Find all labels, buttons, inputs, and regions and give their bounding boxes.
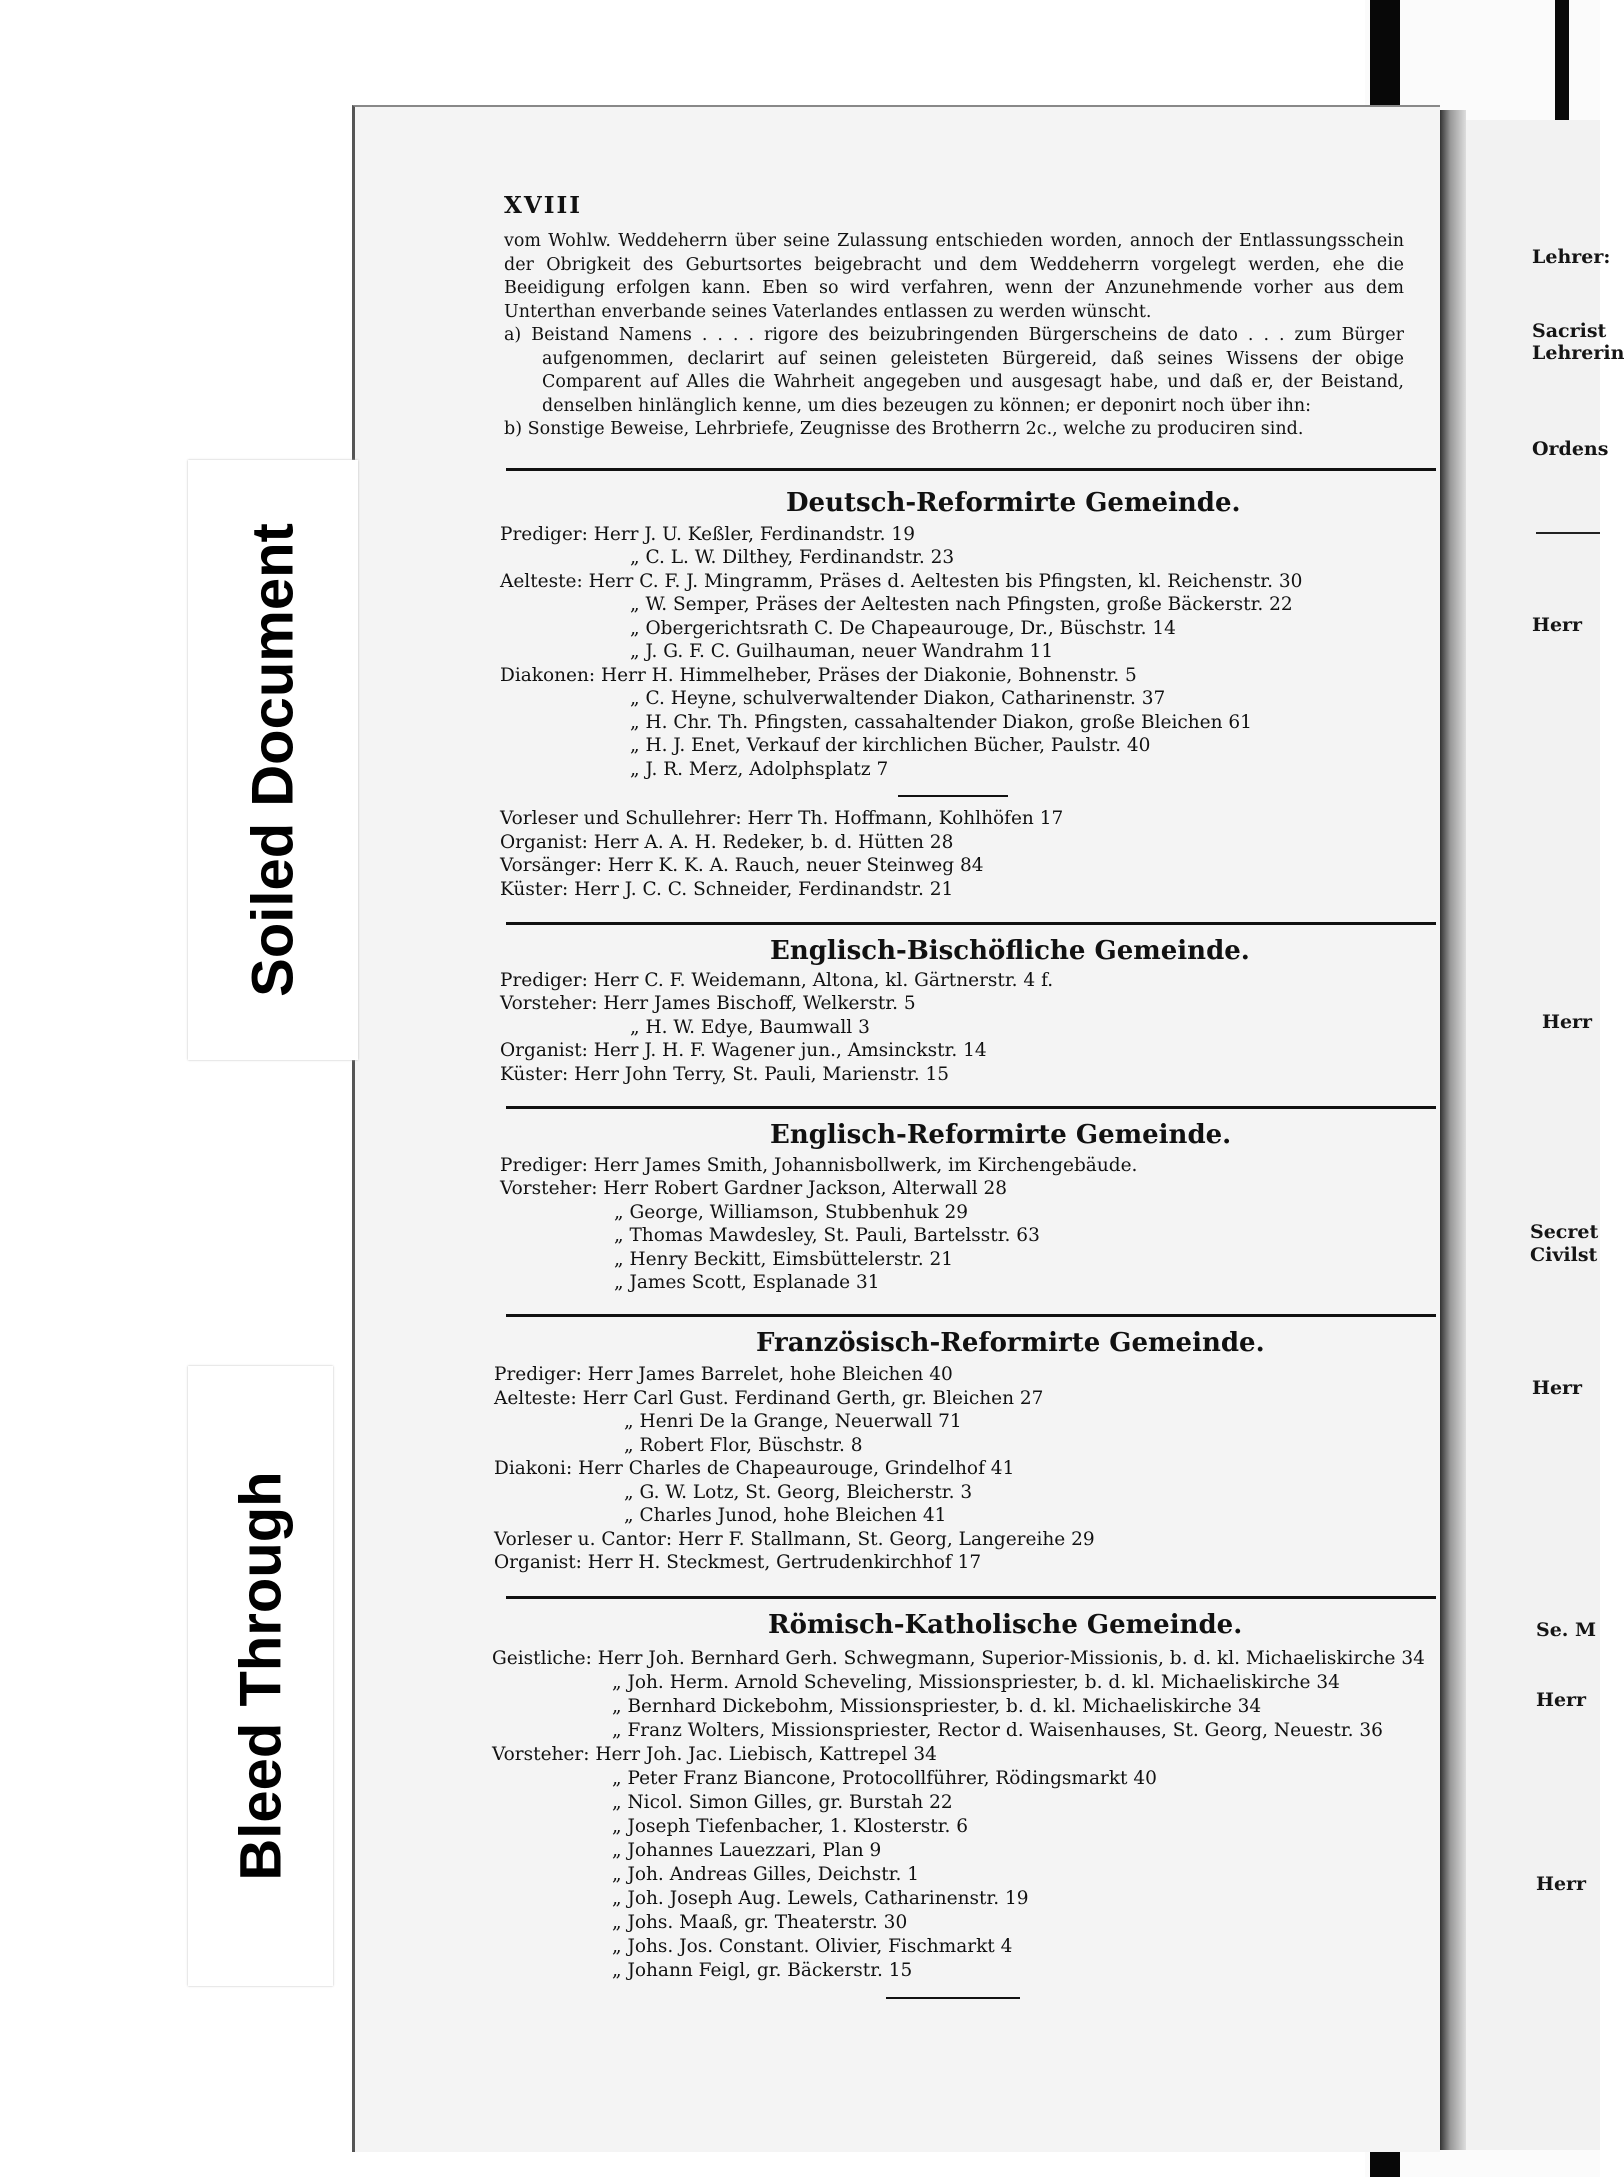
list-item: „ Joh. Joseph Aug. Lewels, Catharinenstr. 19 xyxy=(612,1888,1029,1909)
list-item: „ Johannes Lauezzari, Plan 9 xyxy=(612,1840,882,1861)
section-title: Französisch-Reformirte Gemeinde. xyxy=(756,1328,1265,1358)
section-title: Englisch-Reformirte Gemeinde. xyxy=(770,1120,1232,1150)
adjacent-text: Herr xyxy=(1532,1377,1583,1399)
list-item: „ H. J. Enet, Verkauf der kirchlichen Bücher, Paulstr. 40 xyxy=(630,735,1151,756)
list-item: Vorsteher: Herr James Bischoff, Welkerstr. 5 xyxy=(500,993,916,1014)
list-item: Organist: Herr H. Steckmest, Gertrudenkirchhof 17 xyxy=(494,1552,982,1573)
intro-item-b: b) Sonstige Beweise, Lehrbriefe, Zeugnisse des Brotherrn 2c., welche zu produciren sind. xyxy=(504,419,1304,439)
list-item: „ Henry Beckitt, Eimsbüttelerstr. 21 xyxy=(614,1249,954,1270)
section-title: Deutsch-Reformirte Gemeinde. xyxy=(786,488,1241,518)
intro-paragraph: vom Wohlw. Weddeherrn über seine Zulassung entschieden worden, annoch der Entlassungsschein der Obrigkeit des Geburtsortes beigebracht und dem Weddeherrn vorgelegt werden, ehe die Beeidigung erfolgen kann. Eben so wird verfahren, wenn der Anzunehmende vorher aus dem Unterthan enverbande seines Vaterlandes entlassen zu werden wünscht. xyxy=(504,231,1404,322)
bleed-through-label-text: Bleed Through xyxy=(228,1471,293,1881)
list-item: „ W. Semper, Präses der Aeltesten nach Pfingsten, große Bäckerstr. 22 xyxy=(630,594,1293,615)
list-item: „ James Scott, Esplanade 31 xyxy=(614,1272,880,1293)
list-item: „ J. G. F. C. Guilhauman, neuer Wandrahm 11 xyxy=(630,641,1054,662)
list-item: „ Robert Flor, Büschstr. 8 xyxy=(624,1435,863,1456)
list-item: „ Johann Feigl, gr. Bäckerstr. 15 xyxy=(612,1960,913,1981)
adjacent-text: Civilst xyxy=(1530,1244,1598,1266)
list-item: „ George, Williamson, Stubbenhuk 29 xyxy=(614,1202,968,1223)
adjacent-text: Lehrer: xyxy=(1532,246,1611,268)
list-item: „ Peter Franz Biancone, Protocollführer, Rödingsmarkt 40 xyxy=(612,1768,1157,1789)
list-item: „ Nicol. Simon Gilles, gr. Burstah 22 xyxy=(612,1792,953,1813)
list-item: Prediger: Herr James Smith, Johannisbollwerk, im Kirchengebäude. xyxy=(500,1155,1138,1176)
soiled-document-label xyxy=(188,460,358,1060)
list-item: „ H. Chr. Th. Pfingsten, cassahaltender Diakon, große Bleichen 61 xyxy=(630,712,1252,733)
adjacent-text: Herr xyxy=(1536,1873,1587,1895)
list-item: Vorleser und Schullehrer: Herr Th. Hoffmann, Kohlhöfen 17 xyxy=(500,808,1064,829)
list-item: Diakoni: Herr Charles de Chapeaurouge, Grindelhof 41 xyxy=(494,1458,1015,1479)
list-item: „ Johs. Jos. Constant. Olivier, Fischmarkt 4 xyxy=(612,1936,1013,1957)
list-item: „ Joseph Tiefenbacher, 1. Klosterstr. 6 xyxy=(612,1816,969,1837)
adjacent-text: Herr xyxy=(1536,1689,1587,1711)
list-item: „ Franz Wolters, Missionspriester, Rector d. Waisenhauses, St. Georg, Neuestr. 36 xyxy=(612,1720,1383,1741)
adjacent-text: Se. M xyxy=(1536,1619,1597,1641)
list-item: „ Obergerichtsrath C. De Chapeaurouge, Dr., Büschstr. 14 xyxy=(630,618,1176,639)
list-item: Aelteste: Herr C. F. J. Mingramm, Präses d. Aeltesten bis Pfingsten, kl. Reichenstr. 30 xyxy=(500,571,1303,592)
list-item: „ J. R. Merz, Adolphsplatz 7 xyxy=(630,759,889,780)
list-item: Vorleser u. Cantor: Herr F. Stallmann, St. Georg, Langereihe 29 xyxy=(494,1529,1095,1550)
intro-text xyxy=(504,230,1404,442)
list-item: Diakonen: Herr H. Himmelheber, Präses der Diakonie, Bohnenstr. 5 xyxy=(500,665,1137,686)
list-item: „ Bernhard Dickebohm, Missionspriester, b. d. kl. Michaeliskirche 34 xyxy=(612,1696,1262,1717)
list-item: Prediger: Herr C. F. Weidemann, Altona, kl. Gärtnerstr. 4 f. xyxy=(500,970,1054,991)
section-rule xyxy=(506,922,1436,925)
page-number: XVIII xyxy=(504,192,582,219)
adjacent-text: Herr xyxy=(1542,1011,1593,1033)
list-item: Küster: Herr J. C. C. Schneider, Ferdinandstr. 21 xyxy=(500,879,954,900)
list-item: Prediger: Herr J. U. Keßler, Ferdinandstr. 19 xyxy=(500,524,915,545)
section-rule xyxy=(506,468,1436,471)
section-rule xyxy=(506,1596,1436,1599)
adjacent-text: Ordens xyxy=(1532,438,1609,460)
list-item: „ Johs. Maaß, gr. Theaterstr. 30 xyxy=(612,1912,908,1933)
list-item: Organist: Herr A. A. H. Redeker, b. d. Hütten 28 xyxy=(500,832,954,853)
short-divider xyxy=(898,795,1008,797)
section-rule xyxy=(506,1106,1436,1109)
list-item: Prediger: Herr James Barrelet, hohe Bleichen 40 xyxy=(494,1364,953,1385)
list-item: „ Henri De la Grange, Neuerwall 71 xyxy=(624,1411,962,1432)
list-item: „ Thomas Mawdesley, St. Pauli, Bartelsstr. 63 xyxy=(614,1225,1040,1246)
book-spine xyxy=(1440,110,1466,2150)
list-item: „ C. L. W. Dilthey, Ferdinandstr. 23 xyxy=(630,547,955,568)
intro-item-a: a) Beistand Namens . . . . rigore des beizubringenden Bürgerscheins de dato . . . zum Bürger aufgenommen, declarirt auf seinen geleisteten Bürgereid, daß seines Wissens der obige Comparent auf Alles die Wahrheit angegeben und ausgesagt habe, und daß er, der Beistand, denselben hinlänglich kenne, um dies bezeugen zu können; er deponirt noch über ihn: xyxy=(504,325,1404,416)
soiled-document-label-text: Soiled Document xyxy=(240,523,306,997)
list-item: „ C. Heyne, schulverwaltender Diakon, Catharinenstr. 37 xyxy=(630,688,1166,709)
bleed-through-label xyxy=(188,1366,333,1986)
list-item: Vorsteher: Herr Joh. Jac. Liebisch, Kattrepel 34 xyxy=(492,1744,937,1765)
section-title: Römisch-Katholische Gemeinde. xyxy=(768,1610,1243,1640)
adjacent-rule xyxy=(1536,532,1600,534)
list-item: „ Joh. Andreas Gilles, Deichstr. 1 xyxy=(612,1864,919,1885)
list-item: „ Joh. Herm. Arnold Scheveling, Missionspriester, b. d. kl. Michaeliskirche 34 xyxy=(612,1672,1340,1693)
list-item: „ Charles Junod, hohe Bleichen 41 xyxy=(624,1505,947,1526)
list-item: Aelteste: Herr Carl Gust. Ferdinand Gerth, gr. Bleichen 27 xyxy=(494,1388,1044,1409)
list-item: Organist: Herr J. H. F. Wagener jun., Amsinckstr. 14 xyxy=(500,1040,987,1061)
list-item: Küster: Herr John Terry, St. Pauli, Marienstr. 15 xyxy=(500,1064,950,1085)
section-rule xyxy=(506,1314,1436,1317)
list-item: „ H. W. Edye, Baumwall 3 xyxy=(630,1017,870,1038)
adjacent-text: Lehrerin xyxy=(1532,342,1624,364)
adjacent-text: Secret xyxy=(1530,1221,1599,1243)
adjacent-page-fragment xyxy=(1466,120,1624,2150)
end-divider xyxy=(886,1997,1020,1999)
adjacent-text: Herr xyxy=(1532,614,1583,636)
list-item: „ G. W. Lotz, St. Georg, Bleicherstr. 3 xyxy=(624,1482,973,1503)
list-item: Vorsteher: Herr Robert Gardner Jackson, Alterwall 28 xyxy=(500,1178,1008,1199)
section-title: Englisch-Bischöfliche Gemeinde. xyxy=(770,936,1250,966)
list-item: Geistliche: Herr Joh. Bernhard Gerh. Schwegmann, Superior-Missionis, b. d. kl. Michaeliskirche 34 xyxy=(492,1648,1425,1669)
adjacent-text: Sacrist xyxy=(1532,320,1607,342)
list-item: Vorsänger: Herr K. K. A. Rauch, neuer Steinweg 84 xyxy=(500,855,984,876)
